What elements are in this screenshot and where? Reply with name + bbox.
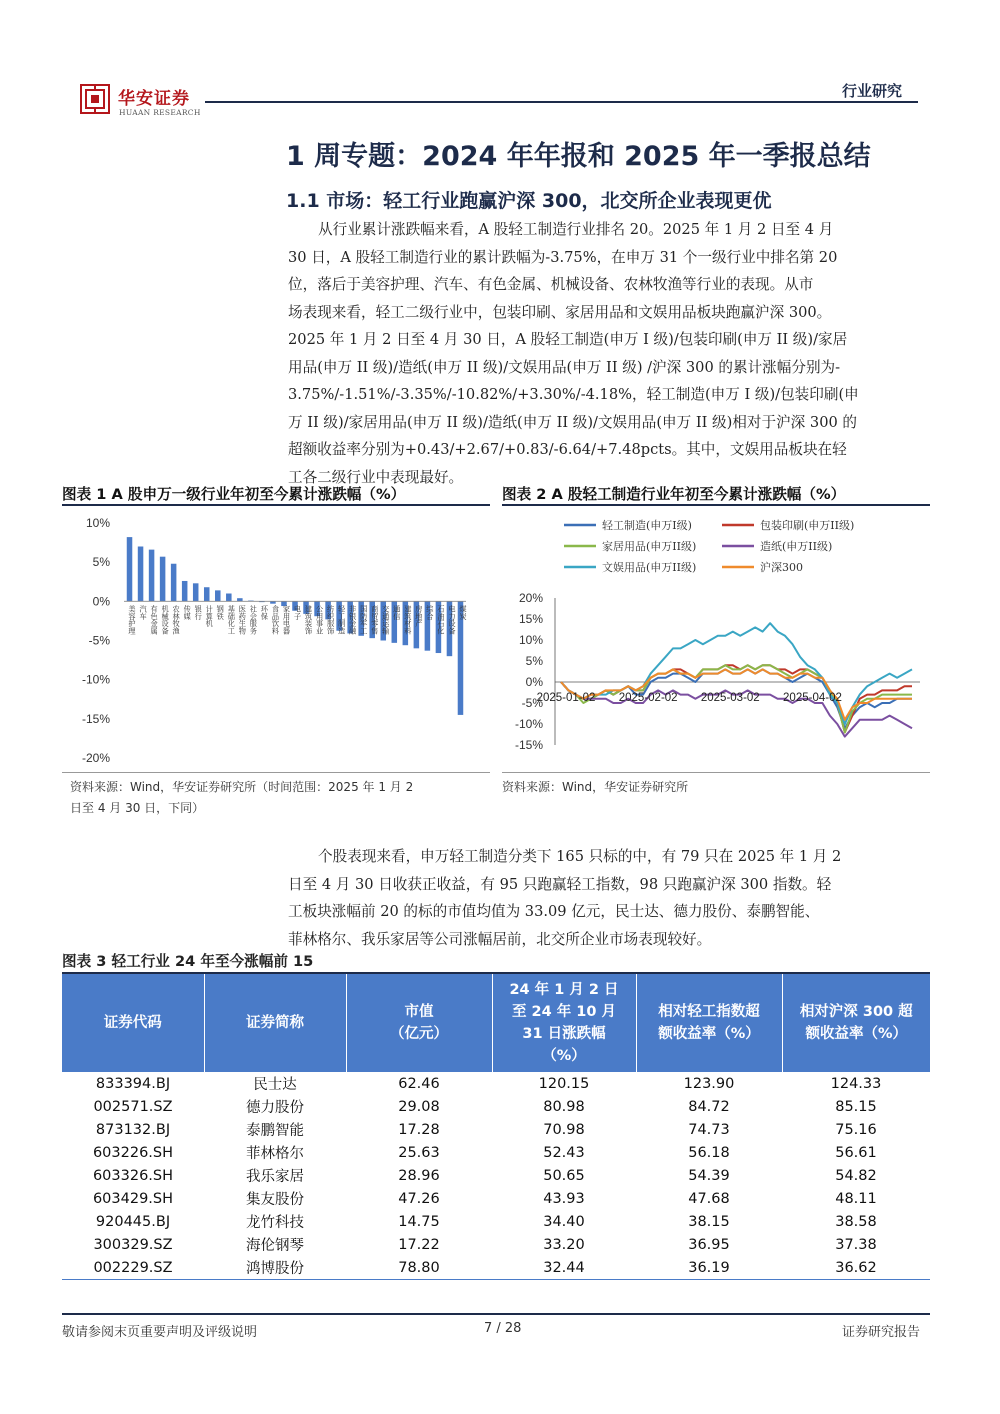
header-line: 24 年 1 月 2 日 [509, 982, 619, 998]
x-tick-label: 公用事业 [315, 605, 325, 635]
x-tick-label: 有色金属 [150, 605, 160, 635]
legend-label: 文娱用品(申万II级) [602, 561, 697, 574]
x-tick-label: 计算机 [205, 605, 215, 627]
table-header-cell [492, 973, 636, 1072]
table-cell: 123.90 [683, 1075, 735, 1092]
x-tick-label: 电子 [293, 605, 303, 620]
figure2-top-rule [502, 504, 930, 506]
x-tick-label: 交通运输 [381, 605, 391, 635]
paragraph-line: 超额收益率分别为+0.43/+2.67/+0.83/-6.64/+7.48pcts。其中，文娱用品板块在轻 [288, 441, 847, 458]
table-header-row [62, 973, 930, 1072]
footer-divider [62, 1313, 930, 1315]
table-row [62, 1233, 930, 1256]
stock-table [62, 972, 930, 1280]
table-row [62, 1210, 930, 1233]
logo-name: 华安证券 [118, 89, 190, 109]
table-cell: 菲林格尔 [246, 1146, 304, 1162]
table-cell: 28.96 [398, 1167, 440, 1184]
bar [237, 598, 243, 601]
bar [149, 550, 155, 602]
figure2-bottom-rule [502, 772, 930, 773]
y-tick-label: 20% [518, 591, 543, 605]
table-cell: 我乐家居 [246, 1169, 304, 1185]
paragraph-line: 场表现来看，轻工二级行业中，包装印刷、家居用品和文娱用品板块跑赢沪深 300。 [288, 303, 832, 321]
x-tick-label: 农林牧渔 [172, 605, 182, 635]
table-body [62, 1072, 930, 1280]
y-tick-label: -10% [514, 717, 543, 731]
table-cell: 74.73 [688, 1121, 730, 1138]
bar [182, 581, 188, 601]
source-line: 资料来源：Wind，华安证券研究所 [502, 780, 689, 794]
table-cell: 集友股份 [246, 1192, 304, 1208]
table-row [62, 1164, 930, 1187]
header-line: 相对轻工指数超 [658, 1004, 760, 1020]
legend-label: 包装印刷(申万II级) [760, 519, 855, 532]
section-heading: 1.1 市场：轻工行业跑赢沪深 300，北交所企业表现更优 [286, 190, 772, 212]
table-cell: 54.39 [688, 1167, 730, 1184]
table-cell: 48.11 [835, 1190, 877, 1207]
table-cell: 龙竹科技 [246, 1215, 304, 1231]
table-cell: 德力股份 [246, 1100, 304, 1116]
table-cell: 民士达 [253, 1077, 297, 1093]
paragraph-line: 位，落后于美容护理、汽车、有色金属、机械设备、农林牧渔等行业的表现。从市 [288, 276, 814, 293]
paragraph-line: 30 日，A 股轻工制造行业的累计跌幅为-3.75%，在申万 31 个一级行业中排名第 20 [288, 248, 838, 266]
logo-icon [80, 84, 110, 114]
header-line: （亿元） [390, 1026, 448, 1042]
header-line: 市值 [404, 1004, 434, 1020]
x-tick-label: 煤炭 [458, 605, 468, 620]
table-cell: 43.93 [543, 1190, 585, 1207]
bar [226, 594, 232, 602]
x-tick-label: 国防军工 [359, 605, 369, 635]
source-line: 日至 4 月 30 日，下同） [70, 801, 205, 815]
figure1-top-rule [62, 504, 490, 506]
x-tick-label: 电力设备 [447, 605, 457, 635]
table-cell: 29.08 [398, 1098, 440, 1115]
table-cell: 25.63 [398, 1144, 440, 1161]
y-tick-label: -10% [81, 672, 110, 687]
bar [215, 590, 221, 601]
table-title: 图表 3 轻工行业 24 年至今涨幅前 15 [62, 953, 314, 970]
y-tick-label: 5% [92, 555, 110, 570]
x-tick-label: 社会服务 [249, 605, 259, 635]
table-cell: 36.62 [782, 1256, 930, 1280]
header-line: 证券简称 [246, 1015, 304, 1031]
x-tick-label: 银行 [194, 605, 204, 620]
logo-subtitle: HUAAN RESEARCH [119, 108, 201, 117]
x-tick-label: 2025-02-02 [618, 692, 678, 704]
table-cell: 56.18 [688, 1144, 730, 1161]
x-tick-label: 环保 [260, 605, 270, 620]
x-tick-label: 汽车 [139, 605, 149, 620]
x-tick-label: 医药生物 [238, 605, 248, 635]
table-cell: 17.28 [398, 1121, 440, 1138]
table-row [62, 1256, 930, 1280]
legend-label: 沪深300 [760, 561, 803, 574]
header-line: （%） [542, 1048, 586, 1064]
header-line: 31 日涨跌幅 [522, 1026, 606, 1042]
figure1-source [70, 777, 490, 819]
x-tick-label: 纺织服饰 [326, 605, 336, 635]
header-line: 相对沪深 300 超 [799, 1004, 913, 1020]
table-cell: 泰鹏智能 [246, 1123, 304, 1139]
header-line: 至 24 年 10 月 [511, 1004, 617, 1020]
table-cell: 47.68 [688, 1190, 730, 1207]
x-tick-label: 综合 [425, 605, 435, 620]
y-tick-label: 0% [92, 594, 110, 609]
table-cell: 920445.BJ [95, 1213, 171, 1230]
footer-disclaimer: 敬请参阅末页重要声明及评级说明 [62, 1325, 258, 1340]
paragraph-line: 从行业累计涨跌幅来看，A 股轻工制造行业排名 20。2025 年 1 月 2 日至 4 月 [318, 221, 834, 238]
table-cell: 37.38 [835, 1236, 877, 1253]
bar-chart-industries [62, 508, 490, 770]
header-line: 额收益率（%） [658, 1026, 760, 1042]
x-tick-label: 轻工制造 [337, 605, 347, 635]
y-tick-label: -15% [81, 711, 110, 726]
source-line: 资料来源：Wind，华安证券研究所（时间范围：2025 年 1 月 2 [70, 780, 414, 794]
table-cell: 80.98 [543, 1098, 585, 1115]
x-tick-label: 传媒 [183, 605, 193, 620]
bar [138, 547, 144, 602]
figure1-title: 图表 1 A 股申万一级行业年初至今累计涨跌幅（%） [62, 486, 406, 503]
table-header-cell [204, 973, 346, 1072]
table-cell: 34.40 [543, 1213, 585, 1230]
paragraph-line: 2025 年 1 月 2 日至 4 月 30 日，A 股轻工制造(申万 I 级)/包装印刷(申万 II 级)/家居 [288, 331, 848, 348]
table-cell: 75.16 [835, 1121, 877, 1138]
bar [204, 587, 210, 601]
table-cell: 70.98 [543, 1121, 585, 1138]
header-line: 额收益率（%） [805, 1026, 908, 1042]
table-cell: 62.46 [398, 1075, 440, 1092]
x-tick-label: 建筑装饰 [304, 605, 314, 635]
table-header-cell [62, 973, 204, 1072]
x-tick-label: 非银金融 [348, 605, 358, 635]
table-cell: 38.58 [835, 1213, 877, 1230]
x-tick-label: 钢铁 [216, 605, 226, 620]
figure1-bottom-rule [62, 772, 490, 773]
y-tick-label: -5% [521, 696, 543, 710]
x-tick-label: 机械设备 [161, 605, 171, 635]
table-cell: 33.20 [543, 1236, 585, 1253]
table-cell: 603429.SH [92, 1190, 174, 1207]
table-row [62, 1118, 930, 1141]
table-cell: 124.33 [830, 1075, 882, 1092]
figure2-title: 图表 2 A 股轻工制造行业年初至今累计涨跌幅（%） [502, 486, 846, 503]
y-tick-label: -20% [81, 751, 110, 765]
table-cell: 鸿博股份 [204, 1256, 346, 1280]
y-tick-label: 10% [518, 633, 543, 647]
table-cell: 833394.BJ [95, 1075, 171, 1092]
table-row [62, 1072, 930, 1095]
x-tick-label: 2025-04-02 [783, 692, 842, 704]
paragraph-market [288, 216, 928, 491]
paragraph-line: 个股表现来看，申万轻工制造分类下 165 只标的中，有 79 只在 2025 年 1 月 2 [318, 848, 842, 865]
x-tick-label: 通信 [392, 605, 402, 620]
table-cell: 002229.SZ [62, 1256, 204, 1280]
table-cell: 873132.BJ [95, 1121, 171, 1138]
figure2-source [502, 777, 922, 798]
table-cell: 36.95 [688, 1236, 730, 1253]
table-cell: 002571.SZ [93, 1098, 173, 1115]
x-tick-label: 商贸零售 [370, 605, 380, 635]
table-row [62, 1141, 930, 1164]
y-tick-label: -15% [514, 738, 543, 752]
table-cell: 85.15 [835, 1098, 877, 1115]
legend-label: 造纸(申万II级) [760, 540, 833, 553]
table-cell: 海伦钢琴 [246, 1238, 304, 1254]
table-cell: 54.82 [835, 1167, 877, 1184]
y-tick-label: -5% [88, 633, 110, 648]
table-cell: 50.65 [543, 1167, 585, 1184]
x-tick-label: 美容护理 [128, 605, 138, 635]
paragraph-line: 工各二级行业中表现最好。 [288, 468, 464, 486]
table-cell: 47.26 [398, 1190, 440, 1207]
paragraph-line: 工板块涨幅前 20 的标的市值均值为 33.09 亿元，民士达、德力股份、泰鹏智能、 [288, 903, 820, 920]
paragraph-line: 日至 4 月 30 日收获正收益，有 95 只跑赢轻工指数，98 只跑赢沪深 300 指数。轻 [288, 875, 832, 893]
legend-label: 家居用品(申万II级) [602, 540, 697, 553]
page-title: 1 周专题：2024 年年报和 2025 年一季报总结 [286, 141, 871, 172]
legend-label: 轻工制造(申万I级) [602, 519, 692, 532]
table-header-cell [636, 973, 782, 1072]
page-number: 7 / 28 [484, 1321, 522, 1336]
table-row [62, 1095, 930, 1118]
table-header-cell [782, 973, 930, 1072]
footer-report-type: 证券研究报告 [841, 1325, 920, 1340]
x-tick-label: 房地产 [414, 605, 424, 627]
table-cell: 17.22 [398, 1236, 440, 1253]
table-cell: 56.61 [835, 1144, 877, 1161]
section-label: 行业研究 [841, 82, 902, 100]
bar [171, 564, 177, 602]
paragraph-line: 用品(申万 II 级)/造纸(申万 II 级)/文娱用品(申万 II 级) /沪深 300 的累计涨幅分别为- [288, 358, 841, 376]
y-tick-label: 15% [518, 612, 543, 626]
table-cell: 603226.SH [92, 1144, 174, 1161]
table-cell: 603326.SH [92, 1167, 174, 1184]
paragraph-stocks [288, 843, 928, 953]
header-line: 证券代码 [103, 1015, 162, 1031]
line-chart-light-industry [502, 508, 930, 770]
paragraph-line: 3.75%/-1.51%/-3.35%/-10.82%/+3.30%/-4.18%，轻工制造(申万 I 级)/包装印刷(申 [288, 386, 859, 403]
table-cell: 120.15 [538, 1075, 590, 1092]
table-cell: 78.80 [346, 1256, 492, 1280]
table-row [62, 1187, 930, 1210]
table-cell: 84.72 [688, 1098, 730, 1115]
paragraph-line: 菲林格尔、我乐家居等公司涨幅居前，北交所企业市场表现较好。 [288, 930, 712, 948]
x-tick-label: 基础化工 [227, 605, 237, 635]
bar [160, 557, 166, 602]
table-cell: 38.15 [688, 1213, 730, 1230]
x-tick-label: 家用电器 [282, 605, 292, 635]
x-tick-label: 石油石化 [436, 605, 446, 635]
y-tick-label: 10% [85, 516, 110, 530]
table-cell: 14.75 [398, 1213, 440, 1230]
x-tick-label: 食品饮料 [271, 605, 281, 635]
table-cell: 52.43 [543, 1144, 585, 1161]
y-tick-label: 0% [525, 675, 543, 689]
y-tick-label: 5% [525, 654, 543, 668]
table-header-cell [346, 973, 492, 1072]
bar [127, 537, 133, 601]
x-tick-label: 建筑材料 [403, 605, 413, 635]
bar [193, 583, 199, 601]
table-cell: 36.19 [636, 1256, 782, 1280]
x-tick-label: 2025-01-02 [536, 692, 596, 704]
paragraph-line: 万 II 级)/家居用品(申万 II 级)/造纸(申万 II 级)/文娱用品(申万 II 级)相对于沪深 300 的 [288, 413, 858, 431]
table-cell: 32.44 [492, 1256, 636, 1280]
header-divider [205, 101, 918, 103]
table-cell: 300329.SZ [93, 1236, 173, 1253]
x-tick-label: 2025-03-02 [700, 692, 760, 704]
